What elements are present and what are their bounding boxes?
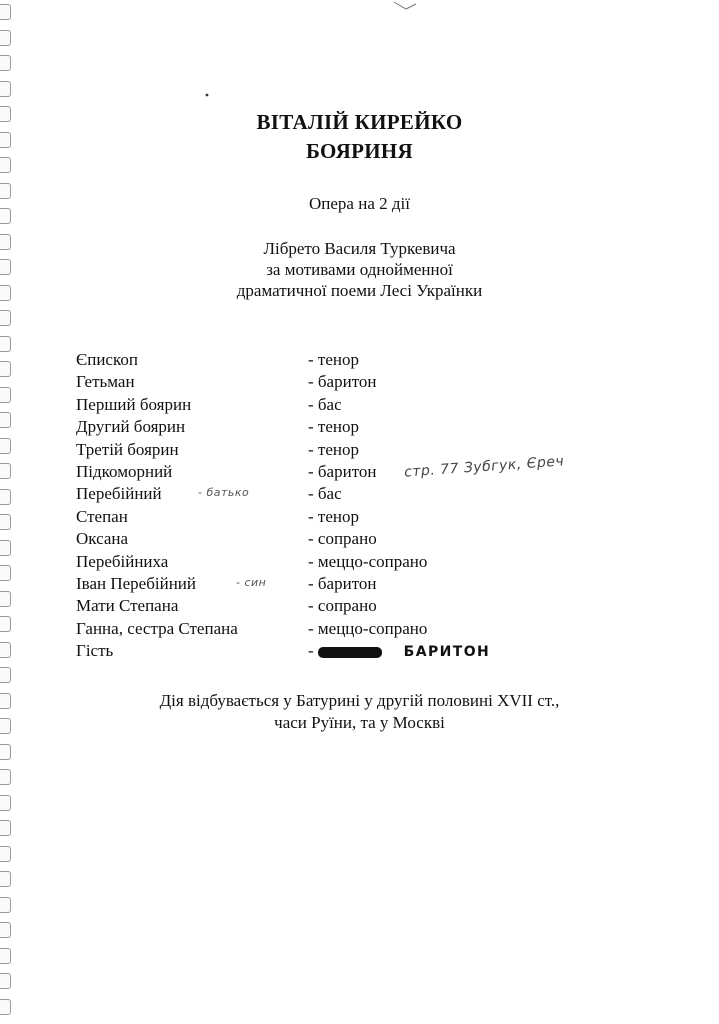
cast-voice: - баритон [308, 372, 377, 392]
binding-hole [0, 769, 11, 785]
opera-genre: Опера на 2 дії [309, 194, 410, 213]
libretto-credit [0, 238, 719, 301]
cast-voice: - тенор [308, 439, 359, 459]
cast-role: Мати Степана [76, 596, 179, 616]
binding-hole [0, 795, 11, 811]
setting-line-1: Дія відбувається у Батурині у другій половині XVII ст., [159, 691, 560, 710]
cast-voice: - тенор [308, 417, 359, 437]
cast-row [0, 641, 719, 663]
cast-voice: - баритон [308, 462, 377, 481]
binding-hole [0, 744, 11, 760]
cast-role: Другий боярин [76, 417, 186, 437]
crossed-out-scribble [318, 647, 382, 658]
binding-hole [0, 667, 11, 683]
binding-hole [0, 820, 11, 836]
cast-row [0, 552, 719, 574]
binding-hole [0, 973, 11, 989]
libretto-line-1: Лібрето Василя Туркевича [263, 239, 456, 258]
opera-title: БОЯРИНЯ [306, 139, 413, 163]
scan-speck-top [392, 0, 422, 14]
setting-line-2: часи Руїни, та у Москві [274, 713, 445, 732]
cast-voice: - тенор [308, 350, 359, 369]
binding-hole [0, 81, 11, 97]
cast-role: Степан [76, 506, 128, 526]
scan-speck-dot [204, 92, 210, 98]
cast-role: Підкоморний [76, 462, 173, 481]
cast-voice: - бас [308, 484, 342, 504]
setting-description [0, 690, 719, 734]
cast-row [0, 507, 719, 529]
cast-row [0, 529, 719, 551]
cast-voice-dash: - [308, 641, 314, 661]
binding-hole [0, 871, 11, 887]
cast-role: Ганна, сестра Степана [76, 618, 238, 638]
handwritten-note: стр. 77 Зубгук, Єреч [403, 453, 565, 481]
cast-voice: - баритон [308, 574, 377, 593]
cast-role: Перший боярин [76, 394, 192, 414]
cast-voice: - тенор [308, 506, 359, 526]
binding-hole [0, 30, 11, 46]
handwritten-correction: БАРИТОН [403, 644, 491, 661]
libretto-line-2: за мотивами однойменної [266, 260, 453, 279]
cast-row [0, 372, 719, 394]
cast-voice: - меццо-сопрано [308, 551, 428, 571]
cast-row [0, 417, 719, 439]
binding-hole [0, 922, 11, 938]
binding-hole [0, 897, 11, 913]
cast-row [0, 574, 719, 596]
cast-row [0, 484, 719, 506]
cast-row [0, 395, 719, 417]
binding-hole [0, 846, 11, 862]
cast-role: Гетьман [76, 372, 135, 392]
cast-row [0, 350, 719, 372]
cast-role: Перебійниха [76, 551, 169, 571]
composer-name: ВІТАЛІЙ КИРЕЙКО [256, 110, 463, 134]
cast-role: Оксана [76, 529, 129, 549]
cast-voice: - сопрано [308, 529, 377, 549]
binding-hole [0, 4, 11, 20]
binding-hole [0, 948, 11, 964]
cast-voice: - сопрано [308, 596, 377, 616]
cast-row [0, 596, 719, 618]
binding-hole [0, 999, 11, 1015]
cast-row [0, 619, 719, 641]
libretto-line-3: драматичної поеми Лесі Українки [236, 281, 483, 300]
cast-voice: - бас [308, 394, 342, 414]
handwritten-note: - батько [198, 486, 250, 500]
cast-voice: - меццо-сопрано [308, 618, 428, 638]
cast-row [0, 440, 719, 462]
binding-hole [0, 310, 11, 326]
handwritten-note: - син [236, 576, 267, 589]
cast-role: Третій боярин [76, 439, 179, 459]
binding-hole [0, 55, 11, 71]
cast-row [0, 453, 719, 484]
cast-role: Перебійний [76, 484, 162, 504]
cast-voice-corrected [308, 641, 490, 661]
cast-role: Гість [76, 641, 114, 661]
cast-role: Іван Перебійний [76, 574, 196, 593]
cast-role: Єпископ [76, 350, 138, 369]
